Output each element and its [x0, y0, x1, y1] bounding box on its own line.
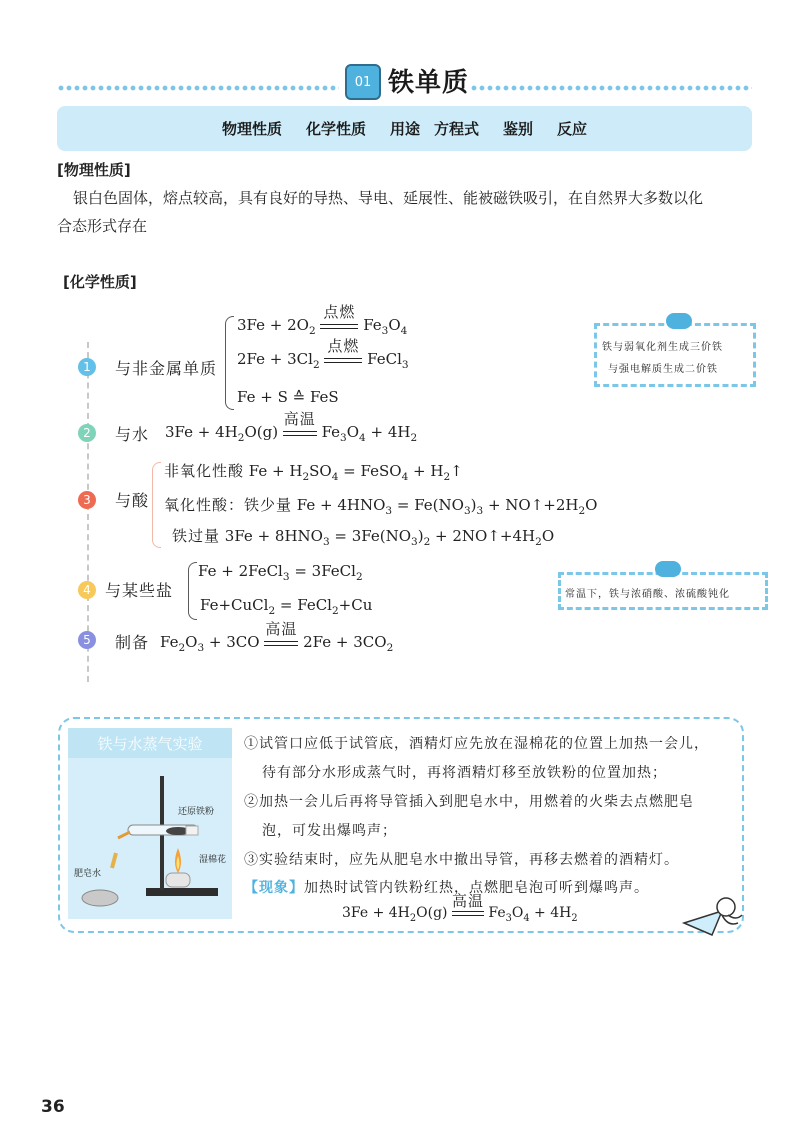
page-title: 铁单质 [388, 68, 470, 98]
brace-1 [225, 316, 234, 410]
condition-high-temp: 高温 [451, 892, 484, 910]
label-soap-water: 肥皂水 [74, 869, 102, 879]
eq-fe-cl2: $2Fe + 3Cl_2$ 点燃 FeCl$_3$ [237, 337, 409, 371]
eq-fe-cucl2: Fe+CuCl$_2$ = FeCl$_2$+Cu [200, 596, 373, 617]
tab-identification[interactable]: 鉴别 [503, 120, 534, 138]
physical-line-2: 合态形式存在 [57, 217, 148, 235]
eq-fe-fecl3: Fe + 2FeCl$_3$ = 3FeCl$_2$ [198, 562, 363, 583]
tab-reactions[interactable]: 反应 [557, 120, 588, 138]
eq-acid-oxidizing: 氧化性酸：铁少量 $Fe + 4HNO_3 = Fe(NO_3)_3$ + $NO↑+2H_2O$ [164, 496, 598, 517]
note-2-text: 常温下，铁与浓硝酸、浓硫酸钝化 [565, 589, 730, 600]
eq-acid-excess: 铁过量 $3Fe + 8HNO_3 = 3Fe(NO_3)_2$ + $2NO↑+4H_2O$ [172, 527, 555, 548]
step-3: ③实验结束时，应先从肥皂水中撤出导管，再移去燃着的酒精灯。 [244, 852, 679, 868]
cloud-icon [655, 561, 681, 577]
item-1-badge: 1 [78, 358, 96, 376]
acid-label-nonoxidizing: 非氧化性酸 [164, 462, 245, 480]
item-5-label: 制备 [115, 633, 150, 652]
experiment-title: 铁与水蒸气实验 [68, 728, 232, 758]
item-2-label: 与水 [115, 425, 150, 444]
note-1-line-1: 铁与弱氧化剂生成三价铁 [602, 342, 723, 353]
paper-plane-mascot-icon [682, 893, 744, 941]
acid-label-excess: 铁过量 [172, 527, 221, 545]
item-5-badge: 5 [78, 631, 96, 649]
experiment-equation: $3Fe + 4H_2O(g)$ 高温 $Fe_3O_4 + 4H_2$ [342, 892, 578, 924]
physical-heading: [物理性质] [57, 161, 131, 179]
page-number: 36 [41, 1097, 65, 1117]
item-1-label: 与非金属单质 [115, 359, 218, 378]
eq-fe-water: $3Fe + 4H_2O(g)$ 高温 $Fe_3O_4 + 4H_2$ [165, 410, 418, 444]
section-number-badge: 01 [345, 64, 381, 100]
acid-label-oxidizing: 氧化性酸：铁少量 [164, 496, 293, 514]
condition-high-temp: 高温 [283, 410, 316, 428]
step-1-line-2: 待有部分水形成蒸气时，再将酒精灯移至放铁粉的位置加热； [262, 765, 667, 781]
brace-4 [188, 562, 197, 620]
physical-line-1: 银白色固体，熔点较高，具有良好的导热、导电、延展性、能被磁铁吸引，在自然界大多数以化 [73, 189, 704, 207]
tab-chemical[interactable]: 化学性质 [305, 120, 366, 138]
eq-acid-nonoxidizing: 非氧化性酸 $Fe + H_2SO_4$ = FeSO$_4$ + $H_2↑$ [164, 462, 463, 483]
condition-ignite: 点燃 [323, 303, 356, 321]
eq-preparation: $Fe_2O_3 + 3CO$ 高温 $2Fe + 3CO_2$ [160, 620, 394, 654]
item-4-label: 与某些盐 [105, 581, 174, 600]
header-dots-left [57, 85, 339, 91]
step-2-line-1: ②加热一会儿后再将导管插入到肥皂水中，用燃着的火柴去点燃肥皂 [244, 794, 694, 810]
eq-fe-o2: $3Fe + 2O_2$ 点燃 $Fe_3O_4$ [237, 303, 408, 337]
note-1-line-2: 与强电解质生成二价铁 [608, 364, 718, 375]
brace-3 [152, 462, 161, 548]
condition-high-temp: 高温 [265, 620, 298, 638]
chemical-heading: [化学性质] [63, 273, 137, 291]
tab-physical[interactable]: 物理性质 [221, 120, 282, 138]
header-dots-right [470, 85, 752, 91]
eq-fe-s: Fe + S ≙ FeS [237, 388, 339, 406]
item-4-badge: 4 [78, 581, 96, 599]
label-iron-powder: 还原铁粉 [178, 807, 215, 817]
item-2-badge: 2 [78, 424, 96, 442]
step-1-line-1: ①试管口应低于试管底，酒精灯应先放在湿棉花的位置上加热一会儿， [244, 736, 709, 752]
tab-uses[interactable]: 用途 [389, 120, 420, 138]
phenomenon-tag: 【现象】 [244, 880, 304, 896]
topic-tab-bar [57, 106, 752, 151]
label-wet-cotton: 湿棉花 [199, 855, 227, 865]
tab-equations[interactable]: 方程式 [434, 120, 480, 138]
note-weak-oxidant [594, 323, 756, 387]
item-3-label: 与酸 [115, 491, 150, 510]
condition-ignite: 点燃 [327, 337, 360, 355]
phenomenon-line [244, 877, 649, 897]
item-3-badge: 3 [78, 491, 96, 509]
phenomenon-text: 加热时试管内铁粉红热，点燃肥皂泡可听到爆鸣声。 [304, 880, 649, 896]
step-2-line-2: 泡，可发出爆鸣声； [262, 823, 397, 839]
cloud-icon [666, 313, 692, 329]
